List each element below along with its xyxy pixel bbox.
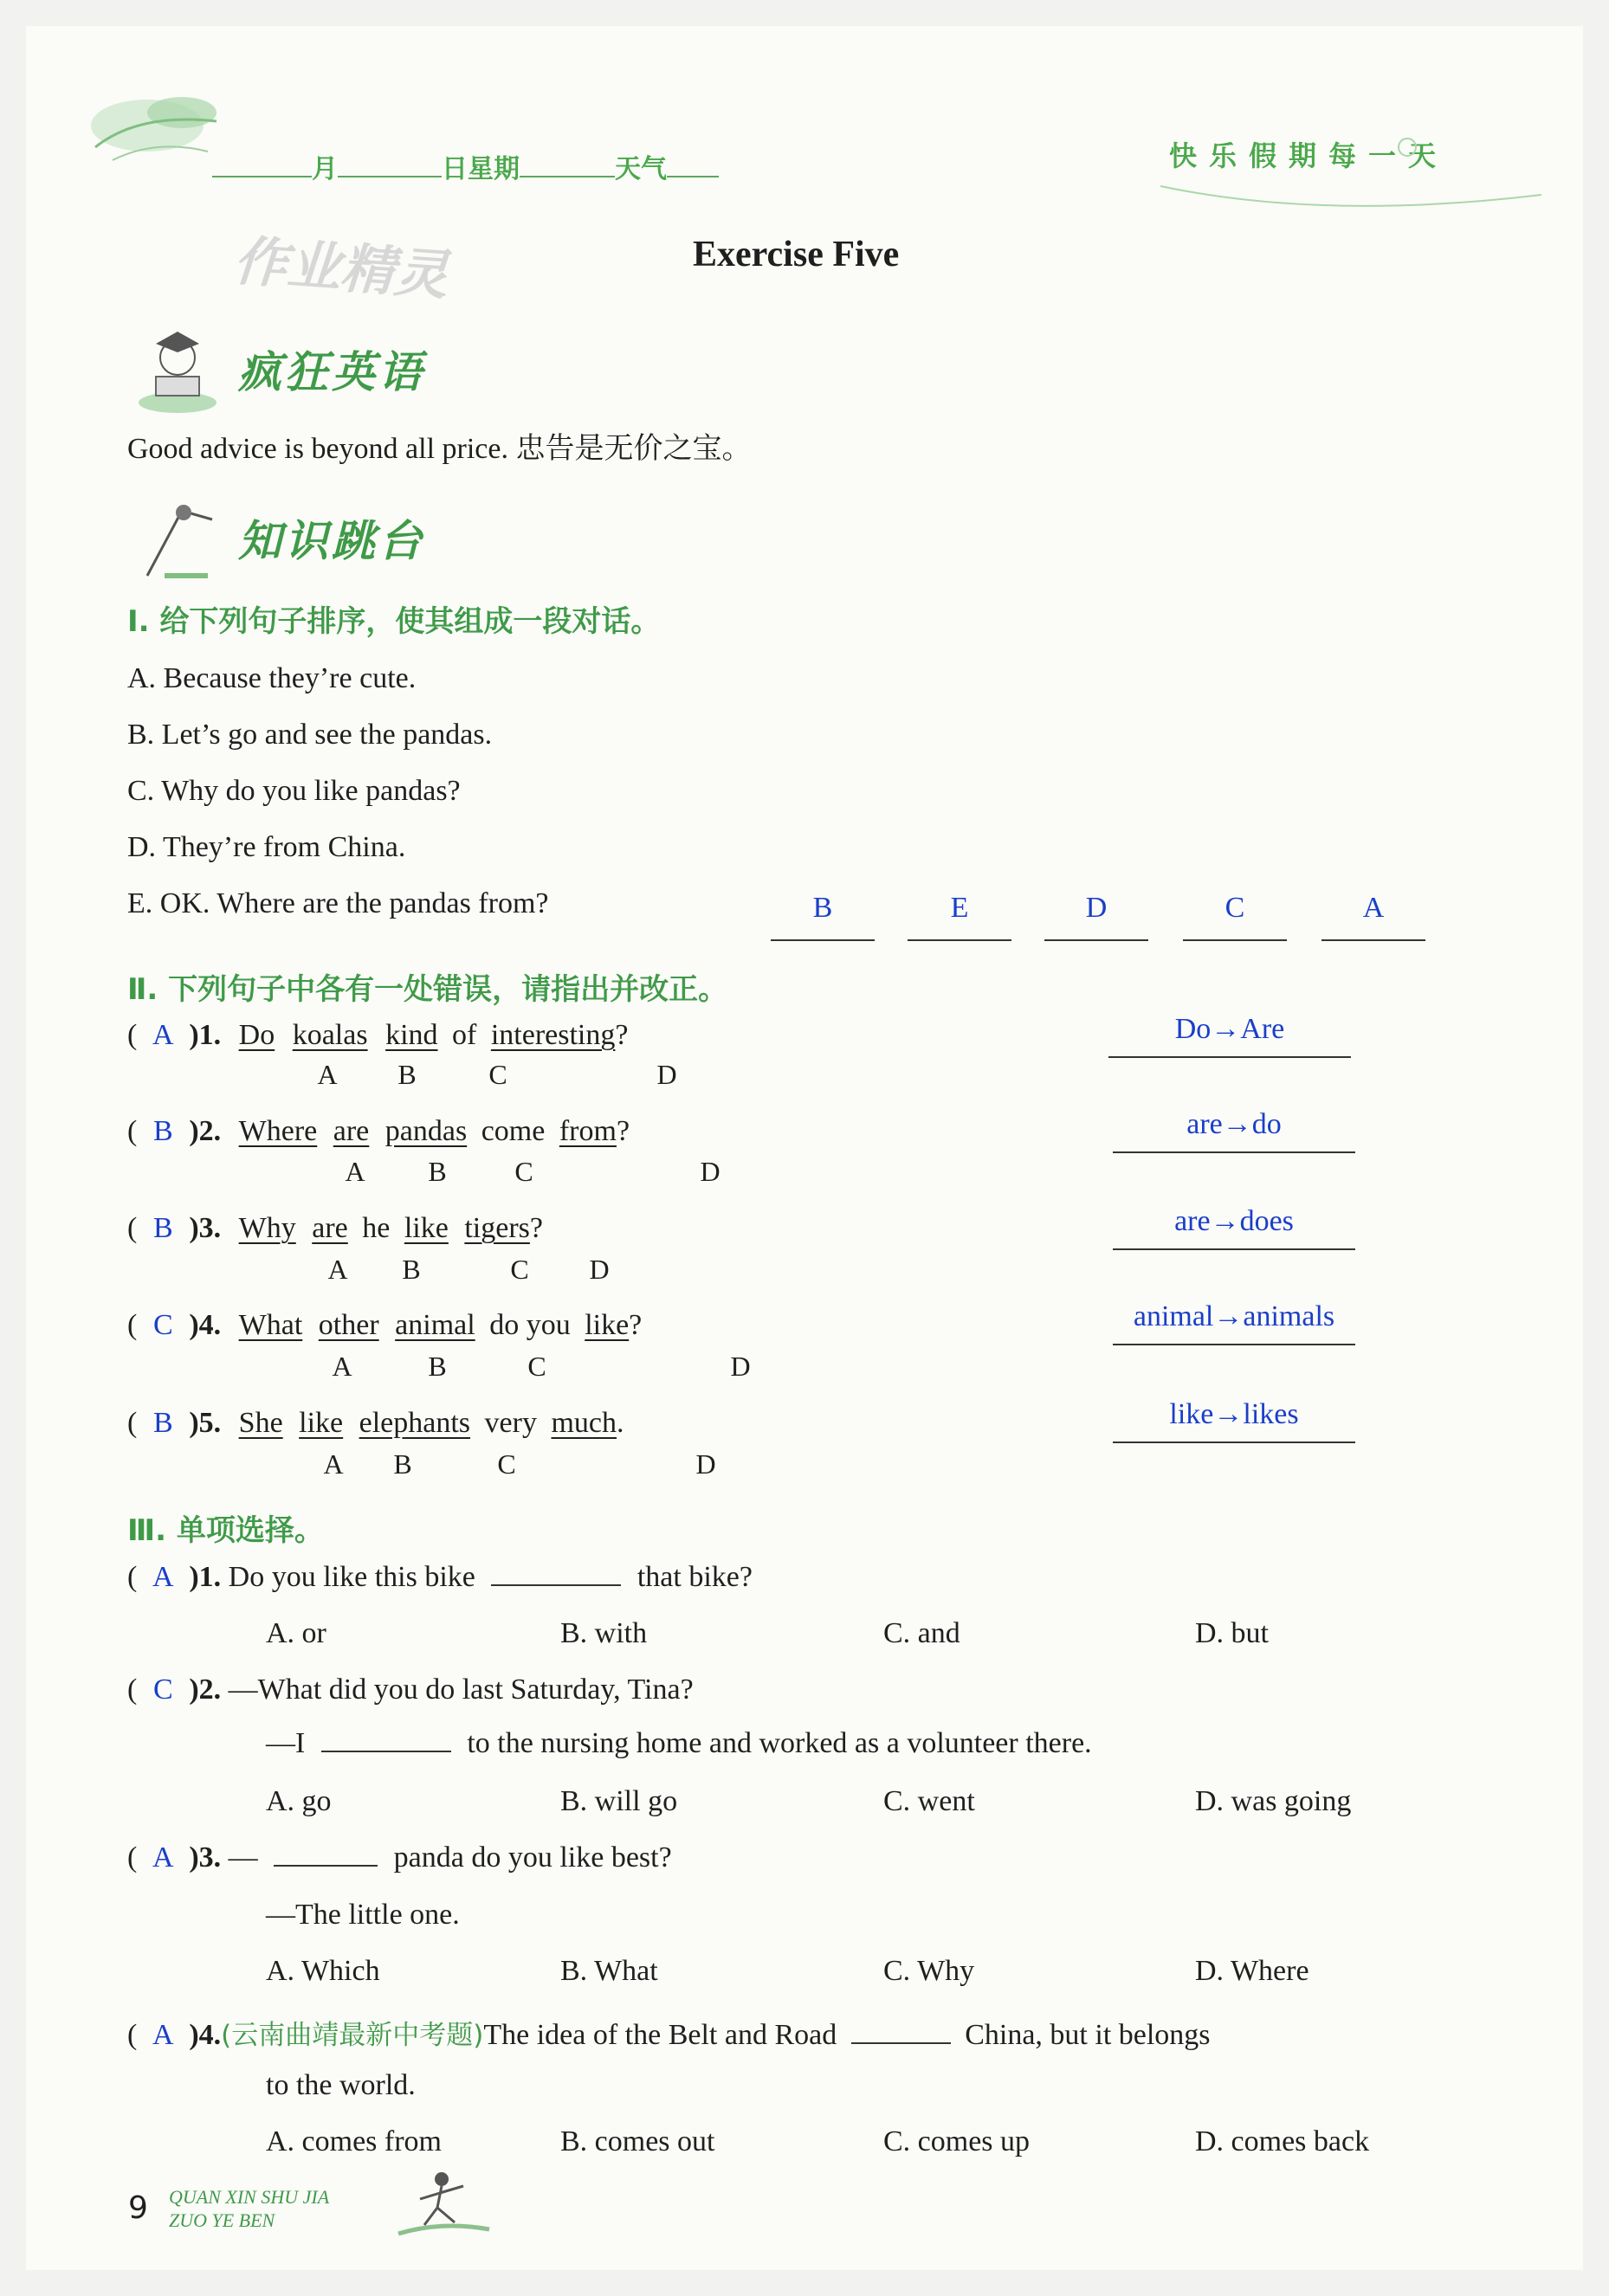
- label-b: B: [397, 1059, 417, 1090]
- label-c: C: [488, 1059, 507, 1090]
- correction-blank: [1113, 1344, 1355, 1345]
- part3-q4-option-c: C. comes up: [883, 2125, 1031, 2157]
- part1-item-b: B. Let’s go and see the pandas.: [127, 719, 493, 751]
- part2-correction-5: like→likes: [1169, 1398, 1299, 1430]
- part3-q2-option-c: C. went: [883, 1785, 975, 1817]
- part3-q1: ( A )1. Do you like this bike that bike?: [127, 1561, 753, 1593]
- correction-blank: [1113, 1151, 1355, 1153]
- label-a: A: [345, 1156, 365, 1187]
- diver-icon: [130, 493, 225, 589]
- part1-item-d: D. They’re from China.: [127, 831, 406, 863]
- part3-q2-option-b: B. will go: [560, 1785, 678, 1817]
- student-reading-icon: [130, 325, 225, 420]
- part1-item-e: E. OK. Where are the pandas from?: [127, 887, 549, 919]
- part2-correction-3: are→does: [1174, 1205, 1294, 1237]
- fill-blank: [274, 1865, 378, 1867]
- label-b: B: [402, 1254, 421, 1285]
- label-d: D: [695, 1448, 716, 1480]
- label-b: B: [428, 1156, 447, 1187]
- part1-heading: Ⅰ. 给下列句子排序，使其组成一段对话。: [127, 604, 661, 639]
- label-a: A: [317, 1059, 338, 1090]
- part2-correction-4: animal→animals: [1133, 1300, 1335, 1332]
- label-d: D: [589, 1254, 610, 1285]
- label-b: B: [428, 1351, 447, 1382]
- part3-q1-option-b: B. with: [560, 1617, 648, 1649]
- label-a: A: [332, 1351, 352, 1382]
- label-d: D: [656, 1059, 677, 1090]
- part3-q1-option-a: A. or: [266, 1617, 326, 1649]
- part2-q2: ( B )2. Where are pandas come from?: [127, 1115, 630, 1147]
- label-c: C: [514, 1156, 533, 1187]
- header-slogan: 快乐假期每一天: [1169, 139, 1449, 172]
- part2-correction-2: are→do: [1186, 1108, 1282, 1140]
- part3-q2-line2: —I to the nursing home and worked as a volunteer there.: [266, 1727, 1092, 1759]
- date-line: 月 日 星期 天气: [212, 147, 719, 185]
- crazy-english-heading: 疯狂英语: [238, 347, 425, 397]
- label-c: C: [527, 1351, 546, 1382]
- label-c: C: [497, 1448, 516, 1480]
- page-number: 9: [128, 2190, 148, 2226]
- page-title: Exercise Five: [693, 235, 900, 274]
- part3-q3-option-c: C. Why: [883, 1955, 975, 1987]
- part3-heading: Ⅲ. 单项选择。: [127, 1513, 324, 1548]
- part3-q4-option-b: B. comes out: [560, 2125, 715, 2157]
- label-b: B: [393, 1448, 412, 1480]
- part3-q1-option-c: C. and: [883, 1617, 960, 1649]
- fill-blank: [491, 1584, 621, 1586]
- part3-q4-line2: to the world.: [266, 2069, 416, 2101]
- part3-q3-option-d: D. Where: [1195, 1955, 1309, 1987]
- footer-brand-line2: ZUO YE BEN: [169, 2209, 275, 2231]
- proverb: Good advice is beyond all price. 忠告是无价之宝。: [127, 433, 752, 465]
- knowledge-heading: 知识跳台: [238, 516, 425, 566]
- part1-answer-3: D: [1085, 892, 1108, 924]
- label-c: C: [510, 1254, 529, 1285]
- slogan-swirl-icon: [1152, 126, 1559, 221]
- part3-q3-option-a: A. Which: [266, 1955, 380, 1987]
- footer-brand-line1: QUAN XIN SHU JIA: [169, 2186, 330, 2208]
- part3-q4-option-a: A. comes from: [266, 2125, 443, 2157]
- fill-blank: [321, 1751, 451, 1752]
- correction-blank: [1113, 1441, 1355, 1443]
- part2-correction-1: Do→Are: [1174, 1013, 1285, 1045]
- part1-answer-4: C: [1225, 892, 1245, 924]
- part1-answer-5: A: [1362, 892, 1385, 924]
- watermark: 作业精灵: [231, 229, 450, 307]
- part3-q3-line2: —The little one.: [266, 1899, 460, 1931]
- fill-blank: [851, 2042, 951, 2044]
- part3-q4: ( A )4.(云南曲靖最新中考题)The idea of the Belt and Road China, but it belongs: [127, 2019, 1211, 2051]
- part3-q2: ( C )2. —What did you do last Saturday, Tina?: [127, 1674, 694, 1706]
- part3-q1-option-d: D. but: [1195, 1617, 1269, 1649]
- correction-blank: [1108, 1056, 1351, 1058]
- part3-q3-option-b: B. What: [560, 1955, 658, 1987]
- answer-blank: [771, 939, 875, 941]
- workbook-page: [26, 26, 1583, 2270]
- part2-q5: ( B )5. She like elephants very much.: [127, 1407, 624, 1439]
- part1-answer-2: E: [950, 892, 969, 924]
- correction-blank: [1113, 1248, 1355, 1250]
- part3-q2-option-d: D. was going: [1195, 1785, 1352, 1817]
- answer-blank: [908, 939, 1011, 941]
- surfer-icon: [390, 2160, 494, 2247]
- part2-q3: ( B )3. Why are he like tigers?: [127, 1212, 543, 1244]
- part1-item-c: C. Why do you like pandas?: [127, 775, 461, 807]
- part2-heading: Ⅱ. 下列句子中各有一处错误，请指出并改正。: [127, 972, 728, 1007]
- part3-q2-option-a: A. go: [266, 1785, 332, 1817]
- part1-answer-1: B: [812, 892, 833, 924]
- answer-blank: [1321, 939, 1425, 941]
- label-a: A: [323, 1448, 344, 1480]
- part3-q3: ( A )3. — panda do you like best?: [127, 1841, 672, 1874]
- label-a: A: [327, 1254, 348, 1285]
- part3-q4-option-d: D. comes back: [1195, 2125, 1370, 2157]
- answer-blank: [1044, 939, 1148, 941]
- label-d: D: [730, 1351, 751, 1382]
- label-d: D: [700, 1156, 720, 1187]
- part2-q4: ( C )4. What other animal do you like?: [127, 1309, 643, 1341]
- part2-q1: ( A )1. Do koalas kind of interesting?: [127, 1019, 629, 1051]
- answer-blank: [1183, 939, 1287, 941]
- part1-item-a: A. Because they’re cute.: [127, 662, 417, 694]
